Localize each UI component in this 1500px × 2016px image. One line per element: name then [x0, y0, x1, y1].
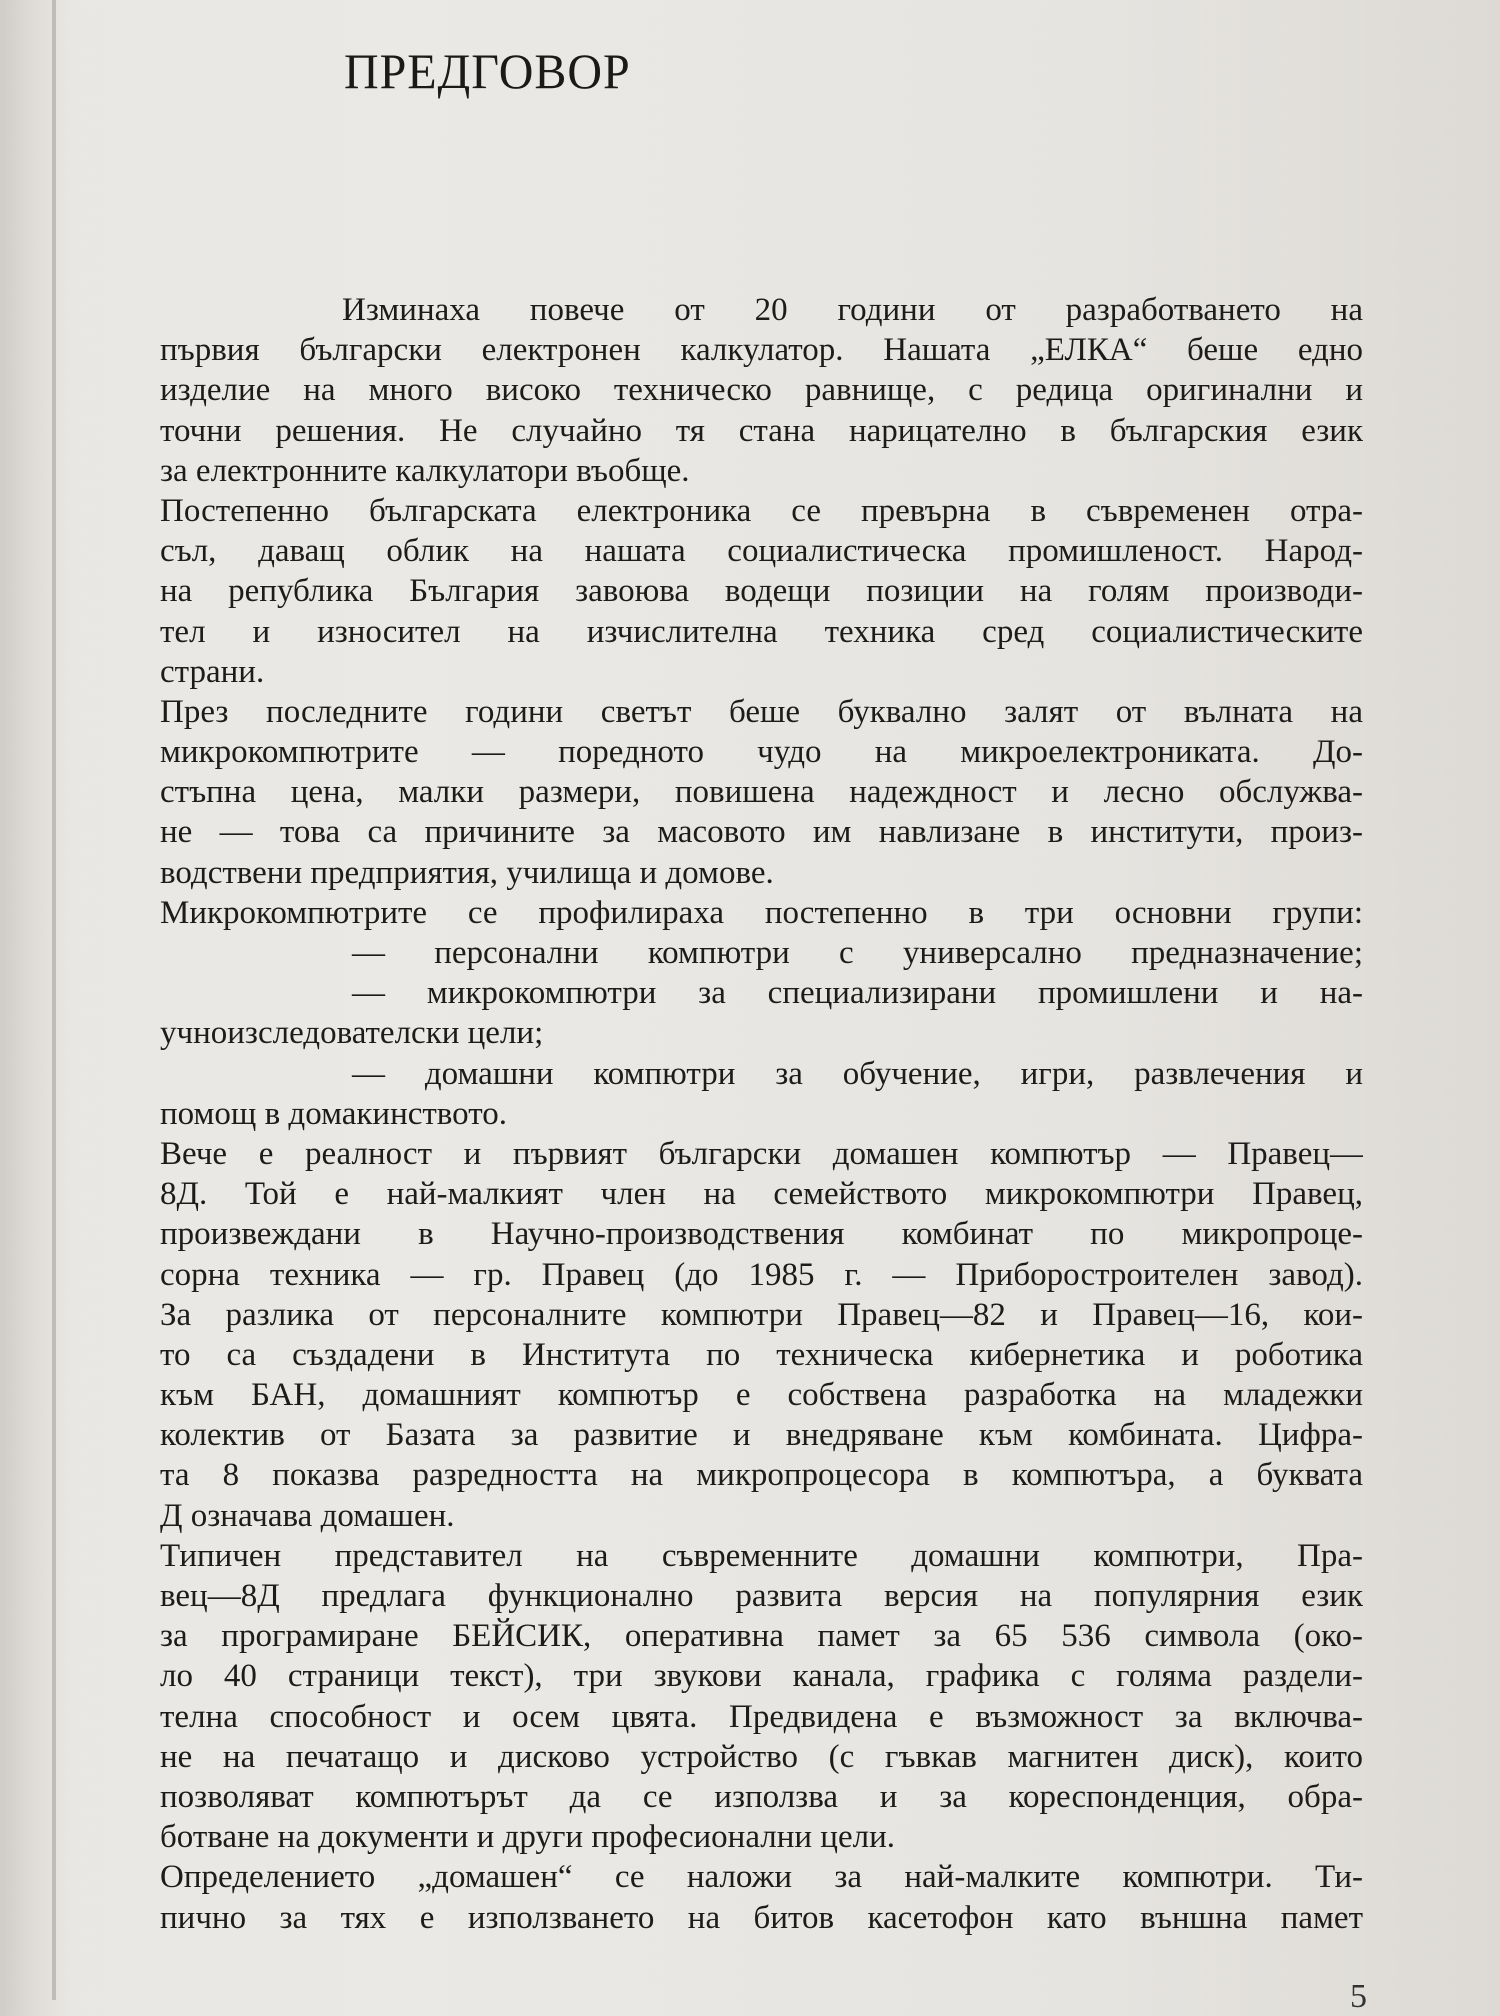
text-line: водствени предприятия, училища и домове. [160, 854, 774, 891]
text-line: Д означава домашен. [160, 1497, 455, 1534]
text-line: за програмиране БЕЙСИК, оперативна памет за 65 536 символа (око- [160, 1618, 1363, 1655]
page-title: ПРЕДГОВОР [344, 43, 631, 99]
text-line: 8Д. Той е най-малкият член на семейството микрокомпютри Правец, [160, 1176, 1363, 1213]
text-line: телна способност и осем цвята. Предвидена е възможност за включва- [160, 1698, 1363, 1735]
text-line: произвеждани в Научно-производствения комбинат по микропроце- [160, 1216, 1363, 1253]
text-line: Определението „домашен“ се наложи за най-малките компютри. Ти- [160, 1859, 1363, 1896]
text-line: сорна техника — гр. Правец (до 1985 г. — Приборостроителен завод). [160, 1256, 1363, 1293]
text-line: ло 40 страници текст), три звукови канала, графика с голяма раздели- [160, 1658, 1363, 1695]
text-line: ботване на документи и други професионални цели. [160, 1819, 895, 1856]
list-item: — персонални компютри с универсално предназначение; [352, 935, 1363, 971]
text-line: съл, даващ облик на нашата социалистическа промишленост. Народ- [160, 533, 1363, 570]
text-line: страни. [160, 653, 265, 690]
text-line: изделие на много високо техническо равнище, с редица оригинални и [160, 372, 1363, 409]
list-item: — микрокомпютри за специализирани промишлени и на- [352, 975, 1363, 1012]
text-line: за електронните калкулатори въобще. [160, 452, 690, 489]
text-line: към БАН, домашният компютър е собствена разработка на младежки [160, 1377, 1363, 1414]
body-text [160, 290, 1363, 1938]
list-item: — домашни компютри за обучение, игри, развлечения и [352, 1055, 1363, 1092]
book-gutter-edge [52, 0, 56, 2000]
text-line: Типичен представител на съвременните домашни компютри, Пра- [160, 1537, 1363, 1574]
text-line: Постепенно българската електроника се превърна в съвременен отра- [160, 492, 1363, 529]
text-line: колектив от Базата за развитие и внедряване към комбината. Цифра- [160, 1417, 1363, 1454]
text-line: През последните години светът беше буквално залят от вълната на [160, 693, 1363, 730]
text-line: не — това са причините за масовото им навлизане в институти, произ- [160, 814, 1363, 851]
text-line: тел и износител на изчислителна техника сред социалистическите [160, 613, 1363, 650]
text-line: то са създадени в Института по техническа кибернетика и роботика [160, 1336, 1363, 1373]
text-line: стъпна цена, малки размери, повишена надеждност и лесно обслужва- [160, 774, 1363, 811]
text-line: позволяват компютърът да се използва и за кореспонденция, обра- [160, 1778, 1363, 1815]
page-number: 5 [1350, 1978, 1367, 2015]
text-line: микрокомпютрите — поредното чудо на микроелектрониката. До- [160, 734, 1363, 771]
text-line: помощ в домакинството. [160, 1095, 507, 1132]
text-line: точни решения. Не случайно тя стана нарицателно в българския език [160, 412, 1363, 449]
text-line: Вече е реалност и първият български домашен компютър — Правец— [160, 1135, 1363, 1172]
text-line: не на печатащо и дисково устройство (с гъвкав магнитен диск), които [160, 1738, 1363, 1775]
text-line: пично за тях е използването на битов касетофон като външна памет [160, 1899, 1363, 1936]
text-line: учноизследователски цели; [160, 1015, 544, 1052]
text-line: За разлика от персоналните компютри Правец—82 и Правец—16, кои- [160, 1296, 1363, 1333]
text-line: та 8 показва разредността на микропроцесора в компютъра, а буквата [160, 1457, 1363, 1494]
text-line: първия български електронен калкулатор. Нашата „ЕЛКА“ беше едно [160, 332, 1363, 369]
text-line: Микрокомпютрите се профилираха постепенно в три основни групи: [160, 894, 1363, 931]
text-line: вец—8Д предлага функционално развита версия на популярния език [160, 1578, 1363, 1614]
text-line: Изминаха повече от 20 години от разработването на [342, 292, 1363, 328]
text-line: на република България завоюва водещи позиции на голям производи- [160, 573, 1363, 610]
